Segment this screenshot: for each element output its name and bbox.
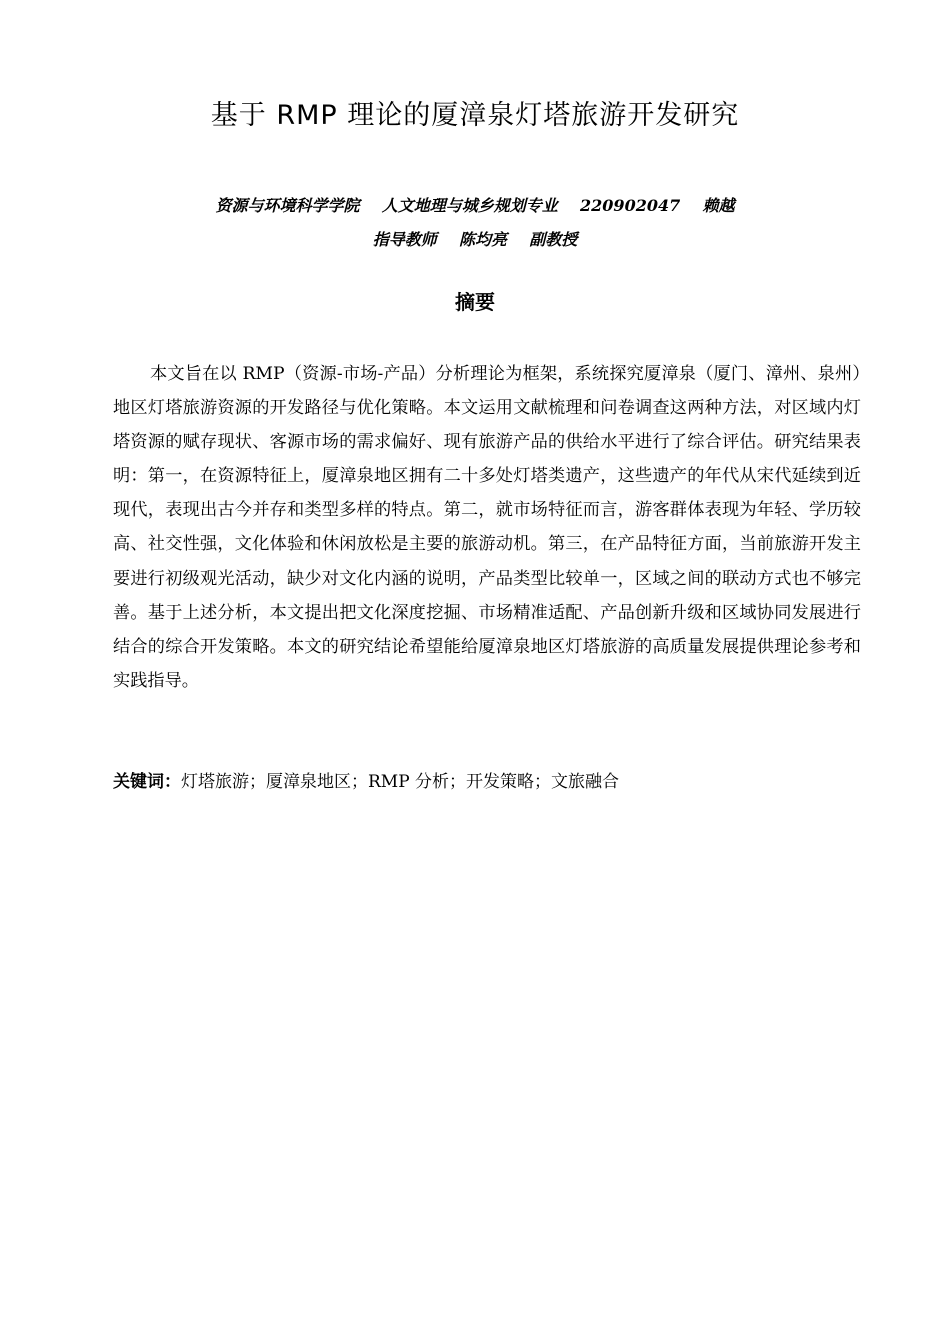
abstract-body: 本文旨在以 RMP（资源-市场-产品）分析理论为框架，系统探究厦漳泉（厦门、漳州、泉州）地区灯塔旅游资源的开发路径与优化策略。本文运用文献梳理和问卷调查这两种方法，对区域内灯塔资源的赋存现状、客源市场的需求偏好、现有旅游产品的供给水平进行了综合评估。研究结果表明：第一，在资源特征上，厦漳泉地区拥有二十多处灯塔类遗产，这些遗产的年代从宋代延续到近现代，表现出古今并存和类型多样的特点。第二，就市场特征而言，游客群体表现为年轻、学历较高、社交性强，文化体验和休闲放松是主要的旅游动机。第三，在产品特征方面，当前旅游开发主要进行初级观光活动，缺少对文化内涵的说明，产品类型比较单一，区域之间的联动方式也不够完善。基于上述分析，本文提出把文化深度挖掘、市场精准适配、产品创新升级和区域协同发展进行结合的综合开发策略。本文的研究结论希望能给厦漳泉地区灯塔旅游的高质量发展提供理论参考和实践指导。 [113, 364, 861, 691]
keywords-line [113, 768, 861, 796]
keywords-text: 灯塔旅游；厦漳泉地区；RMP 分析；开发策略；文旅融合 [181, 772, 620, 792]
keywords-label: 关键词： [113, 772, 181, 792]
author-affiliation-line: 资源与环境科学学院 人文地理与城乡规划专业 220902047 赖越 [215, 196, 735, 215]
abstract-heading: 摘要 [455, 290, 495, 314]
paper-title: 基于 RMP 理论的厦漳泉灯塔旅游开发研究 [210, 100, 740, 131]
advisor-line: 指导教师 陈均亮 副教授 [372, 230, 578, 249]
